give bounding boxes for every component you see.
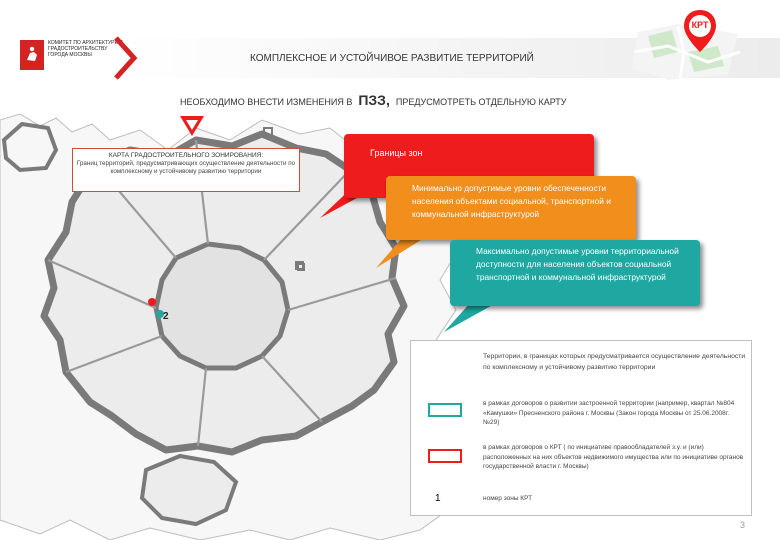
logo-text: КОМИТЕТ ПО АРХИТЕКТУРЕ И ГРАДОСТРОИТЕЛЬСТВУ ГОРОДА МОСКВЫ bbox=[48, 40, 123, 58]
legend-swatch-teal bbox=[428, 403, 462, 417]
subtitle bbox=[180, 92, 567, 110]
zoning-map-heading: КАРТА ГРАДОСТРОИТЕЛЬНОГО ЗОНИРОВАНИЯ: bbox=[108, 152, 264, 159]
map-zone-number-label: 2 bbox=[163, 311, 169, 322]
subtitle-part-1: НЕОБХОДИМО ВНЕСТИ ИЗМЕНЕНИЯ В bbox=[180, 97, 353, 107]
chevron-right-icon bbox=[112, 36, 138, 80]
map-pin-icon bbox=[680, 8, 720, 54]
callout-max-levels-text: Максимально допустимые уровни территориальной доступности для населения объектов социальной транспортной и коммунальной инфраструктурой bbox=[476, 246, 679, 282]
subtitle-part-2: ПЗЗ, bbox=[358, 92, 390, 108]
callout-min-levels-text: Минимально допустимые уровни обеспеченности населения объектами социальной, транспортной и коммунальной инфраструктурой bbox=[412, 183, 611, 219]
legend-swatch-red bbox=[428, 449, 462, 463]
zoning-map-body: Границ территорий, предусматривающих осуществление деятельности по комплексному и устойчивому развитию территории bbox=[76, 160, 296, 175]
page-title: КОМПЛЕКСНОЕ И УСТОЙЧИВОЕ РАЗВИТИЕ ТЕРРИТОРИЙ bbox=[250, 53, 534, 64]
page-number: 3 bbox=[740, 520, 746, 530]
legend-item-red: в рамках договоров о КРТ ( по инициативе правообладателей з.у. и (или) расположенных на них объектов недвижимого имущества или по инициативе органов государственной власти г. Москвы) bbox=[483, 444, 744, 470]
legend-item-teal: в рамках договоров о развитии застроенной территории (например, квартал №804 «Камушки» Пресненского района г. Москвы (Закон города Москвы от 25.06.2008г. №29) bbox=[483, 400, 735, 426]
legend-number-sample: 1 bbox=[435, 493, 441, 504]
krt-badge-label: КРТ bbox=[691, 20, 709, 30]
krt-pin-badge bbox=[680, 8, 720, 54]
callout-min-levels bbox=[386, 176, 636, 240]
zoning-map-label bbox=[72, 148, 300, 192]
rider-icon bbox=[20, 40, 44, 70]
arrow-down-icon bbox=[178, 114, 206, 138]
moscow-coat-of-arms-logo bbox=[20, 40, 44, 70]
callout-zone-boundaries-text: Границы зон bbox=[370, 148, 423, 158]
inner-ring bbox=[156, 244, 288, 368]
map-legend bbox=[410, 340, 752, 516]
callout-max-levels bbox=[450, 240, 700, 306]
legend-title: Территории, в границах которых предусматривается осуществление деятельности по комплексному и устойчивому развитию территории bbox=[483, 353, 746, 371]
subtitle-part-3: ПРЕДУСМОТРЕТЬ ОТДЕЛЬНУЮ КАРТУ bbox=[395, 97, 567, 107]
legend-number-text: номер зоны КРТ bbox=[483, 495, 533, 502]
map-marker-red bbox=[148, 298, 156, 306]
